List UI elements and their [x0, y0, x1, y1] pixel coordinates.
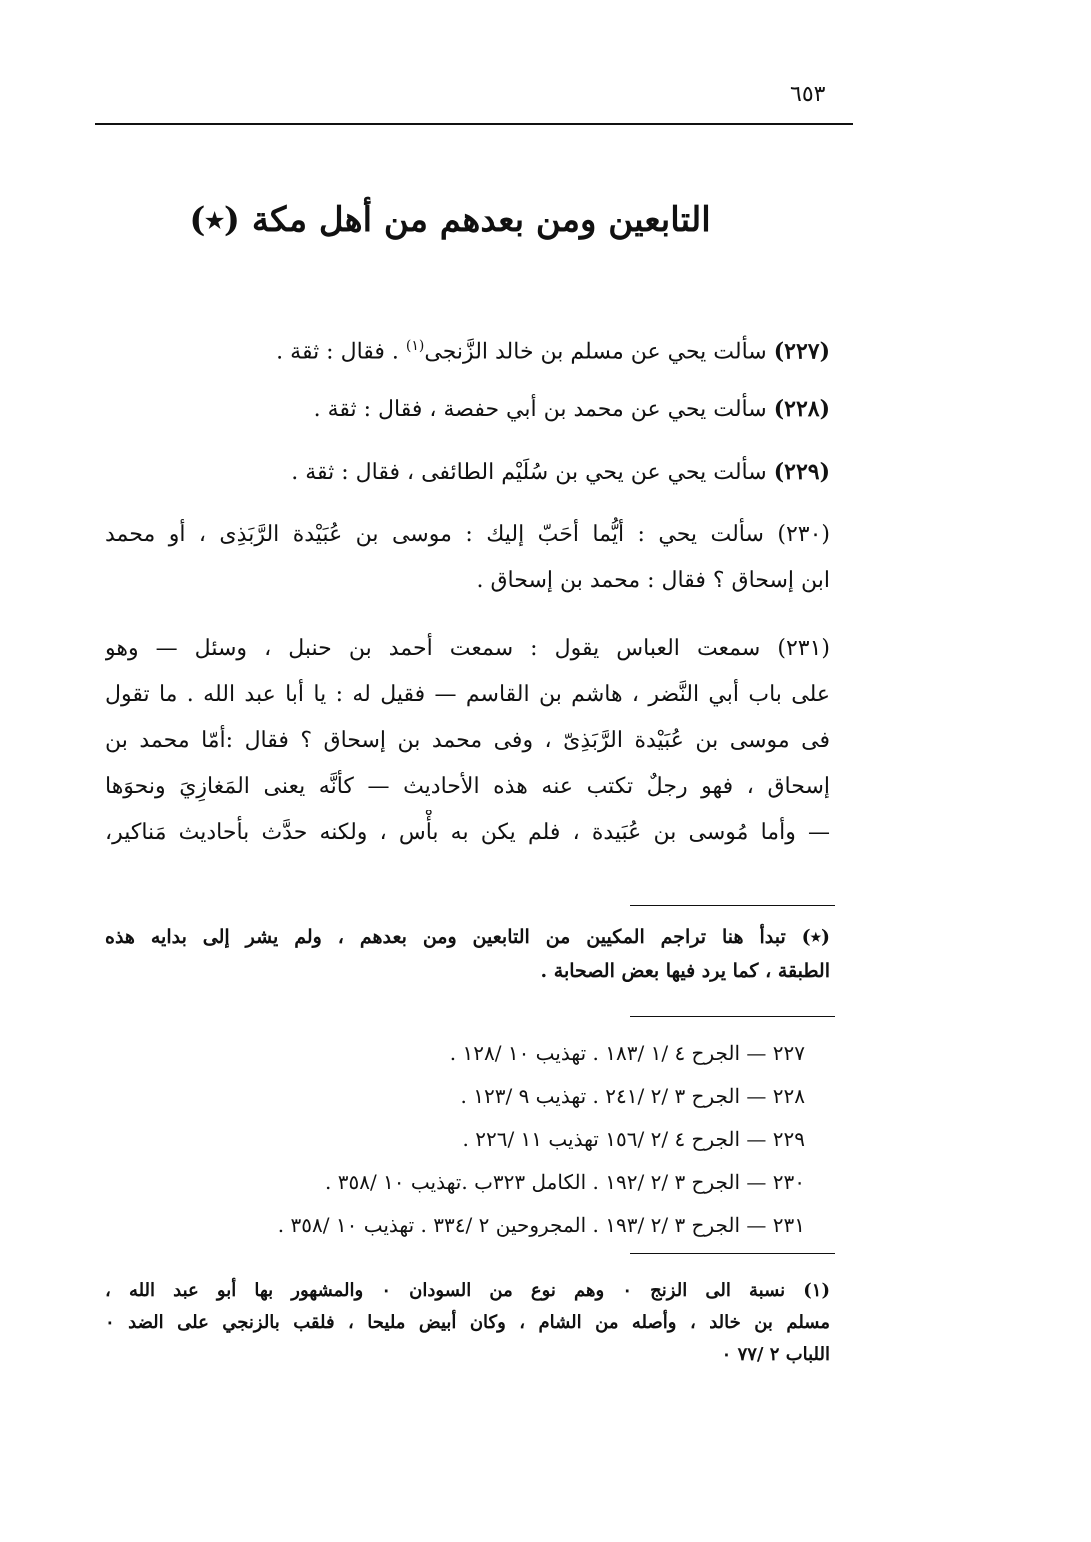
- footnote-line: مسلم بن خالد ، وأصله من الشام ، وكان أبيض مليحا ، فلقب بالزنجي على الضد ٠: [105, 1312, 830, 1333]
- reference-line: ٢٢٩ — الجرح ٤ /٢ /١٥٦ تهذيب ١١ /٢٢٦ .: [462, 1127, 805, 1151]
- paragraph-line: على باب أبي النَّضر ، هاشم بن القاسم — فقيل له : يا أبا عبد الله . ما تقول: [105, 682, 830, 707]
- footnote-line: (١) نسبة الى الزنج ٠ وهم نوع من السودان ٠ والمشهور بها أبو عبد الله ،: [105, 1280, 830, 1301]
- footnote-rule: [630, 905, 835, 906]
- entry-228: [105, 393, 830, 426]
- entry-text: سألت يحي عن يحي بن سُلَيْم الطائفى ، فقال : ثقة .: [291, 460, 767, 485]
- reference-line: ٢٢٧ — الجرح ٤ /١ /١٨٣ . تهذيب ١٠ /١٢٨ .: [449, 1041, 805, 1065]
- paragraph-line: (٢٣٠) سألت يحي : أيُّما أحَبّ إليك : موسى بن عُبَيْدة الرَّبَذِى ، أو محمد: [105, 522, 830, 547]
- header-rule: [95, 123, 853, 125]
- chapter-title: التابعين ومن بعدهم من أهل مكة (٭): [189, 200, 711, 240]
- entry-text-rest: . فقال : ثقة .: [276, 339, 399, 365]
- entry-230: [105, 512, 830, 604]
- entry-text: سألت يحي عن محمد بن أبي حفصة ، فقال : ثقة .: [313, 397, 767, 422]
- entry-229: [105, 456, 830, 489]
- entry-number: (٢٢٩): [773, 459, 830, 485]
- references-rule: [630, 1016, 835, 1017]
- paragraph-line: إسحاق ، فهو رجلٌ تكتب عنه هذه الأحاديث — كأنَّه يعنى المَغازِيَ ونحوَها: [105, 774, 830, 799]
- notes-rule: [630, 1253, 835, 1254]
- entry-227: [105, 330, 830, 368]
- page-number: ٦٥٣: [790, 82, 826, 107]
- footnote-line: اللباب ٢ /٧٧ ٠: [721, 1344, 830, 1365]
- reference-line: ٢٢٨ — الجرح ٣ /٢ /٢٤١ . تهذيب ٩ /١٢٣ .: [460, 1084, 805, 1108]
- footnote-mark: (١): [405, 338, 425, 354]
- entry-text: سألت يحي عن مسلم بن خالد الزَّنجى: [424, 339, 767, 365]
- paragraph-line: فى موسى بن عُبَيْدة الرَّبَذِىّ ، وفى محمد بن إسحاق ؟ فقال :أمّا محمد بن: [105, 728, 830, 753]
- references-list: [105, 1032, 805, 1247]
- footnote-line: (٭) تبدأ هنا تراجم المكيين من التابعين ومن بعدهم ، ولم يشر إلى بدايه هذه: [105, 926, 830, 948]
- footnote-line: الطبقة ، كما يرد فيها بعض الصحابة .: [540, 960, 830, 982]
- entry-number: (٢٢٧): [773, 338, 830, 365]
- entry-231: [105, 626, 830, 856]
- reference-line: ٢٣١ — الجرح ٣ /٢ /١٩٣ . المجروحين ٢ /٣٣٤ . تهذيب ١٠ /٣٥٨ .: [277, 1213, 805, 1237]
- paragraph-line: — وأما مُوسى بن عُبَيدة ، فلم يكن به بأْس ، ولكنه حدَّث بأحاديث مَناكير،: [105, 820, 830, 845]
- paragraph-line: (٢٣١) سمعت العباس يقول : سمعت أحمد بن حنبل ، وسئل — وهو: [105, 636, 830, 661]
- paragraph-line: ابن إسحاق ؟ فقال : محمد بن إسحاق .: [476, 568, 830, 593]
- footnote-star: [105, 920, 830, 988]
- footnote-1: [105, 1275, 830, 1371]
- reference-line: ٢٣٠ — الجرح ٣ /٢ /١٩٢ . الكامل ٣٢٣ب .تهذيب ١٠ /٣٥٨ .: [324, 1170, 805, 1194]
- entry-number: (٢٢٨): [773, 396, 830, 422]
